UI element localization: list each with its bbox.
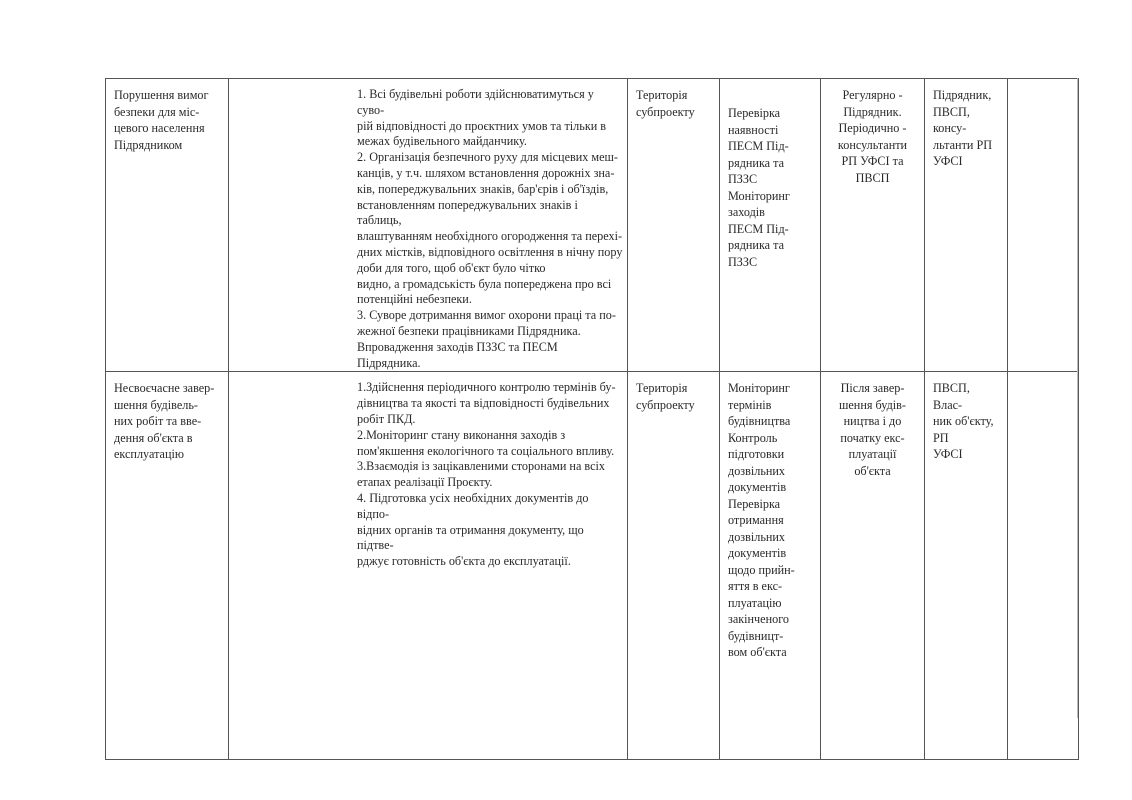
monitoring-cell [720,79,821,372]
location-cell [628,372,720,760]
frequency-cell [821,372,925,760]
mitigation-table [105,78,1079,760]
risk-cell [106,372,229,760]
measures-text: 1.Здійснення періодичного контролю термінів бу- дівництва та якості та відповідності будівельних робіт ПКД. 2.Моніторинг стану виконання заходів з пом'якшення екологічного та соціального впливу. 3.Взаємодія із зацікавленими сторонами на всіх етапах реалізації Проєкту. 4. Підготовка усіх необхідних документів до відпо- відних органів та отримання документу, що підтве- рджує готовність об'єкта до експлуатації. [357,380,616,569]
empty-cell [1008,79,1079,372]
measures-text: 1. Всі будівельні роботи здійснюватимуться у суво- рій відповідності до проєктних умов та тільки в межах будівельного майданчику. 2. Організація безпечного руху для місцевих меш- канців, у т.ч. шляхом встановлення дорожніх зна- ків, попереджувальних знаків, бар'єрів і об'їздів, встановленням попереджувальних знаків і таблиць, влаштуванням необхідного огородження та перехі- дних містків, відповідного освітлення в нічну пору доби для того, щоб об'єкт було чітко видно, а громадськість була попереджена про всі потенційні небезпеки. 3. Суворе дотримання вимог охорони праці та по- жежної безпеки працівниками Підрядника. Впровадження заходів ПЗЗС та ПЕСМ Підрядника. [357,87,623,370]
location-text: Територія субпроекту [636,88,695,119]
responsible-cell [925,372,1008,760]
risk-cell [106,79,229,372]
frequency-text: Регулярно - Підрядник. Періодично - консультанти РП УФСІ та ПВСП [837,88,908,185]
risk-text: Порушення вимог безпеки для міс- цевого населення Підрядником [114,88,209,152]
scan-edge-line [1077,78,1078,718]
measures-cell [229,372,628,760]
frequency-text: Після завер- шення будів- ництва і до початку екс- плуатації об'єкта [839,381,906,478]
empty-cell [1008,372,1079,760]
table-row [106,372,1079,760]
location-text: Територія субпроекту [636,381,695,412]
responsible-text: Підрядник, ПВСП, консу- льтанти РП УФСІ [933,88,993,168]
frequency-cell [821,79,925,372]
risk-text: Несвоєчасне завер- шення будівель- них робіт та вве- дення об'єкта в експлуатацію [114,381,215,462]
monitoring-cell [720,372,821,760]
monitoring-text: Перевірка наявності ПЕСМ Під- рядника та ПЗЗС Моніторинг заходів ПЕСМ Під- рядника та ПЗЗС [728,106,790,269]
responsible-cell [925,79,1008,372]
monitoring-text: Моніторинг термінів будівництва Контроль підготовки дозвільних документів Перевірка отримання дозвільних документів щодо прийн- яття в екс- плуатацію закінченого будівницт- вом об'єкта [728,381,795,660]
table-row [106,79,1079,372]
responsible-text: ПВСП, Влас- ник об'єкту, РП УФСІ [933,381,994,462]
location-cell [628,79,720,372]
measures-cell [229,79,628,372]
